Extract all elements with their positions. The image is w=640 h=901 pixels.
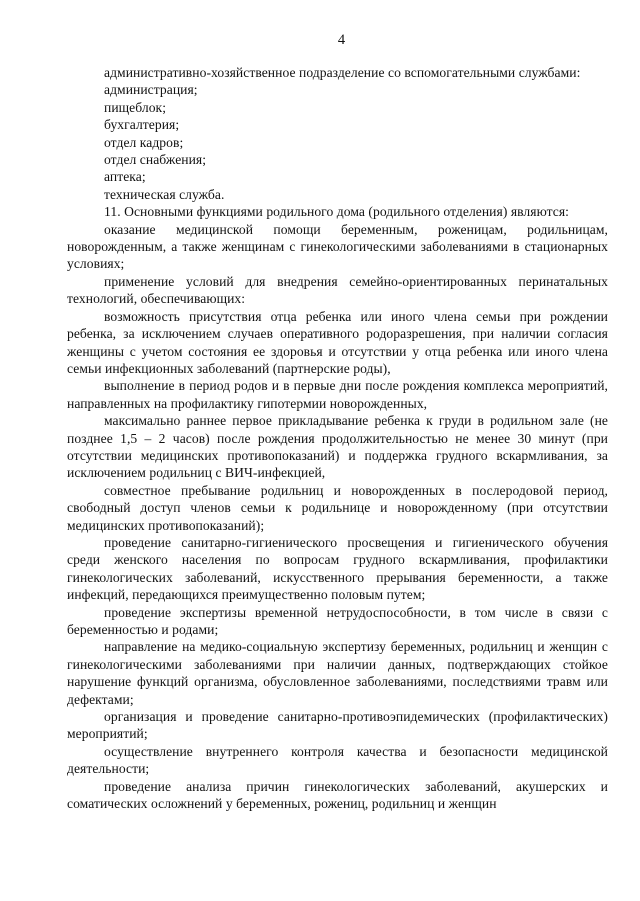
function-perinatal-tech: применение условий для внедрения семейно-ориентированных перинатальных технологий, обеспечивающих: bbox=[67, 273, 608, 307]
function-medsocial-referral: направление на медико-социальную экспертизу беременных, родильниц и женщин с гинекологическими заболеваниями при наличии данных, подтверждающих стойкое нарушение функций организма, обусловленное заболеваниями, последствиями травм или дефектами; bbox=[67, 639, 608, 707]
paragraph-admin-division: административно-хозяйственное подразделение со вспомогательными службами: bbox=[104, 65, 581, 80]
function-disability-expertise: проведение экспертизы временной нетрудоспособности, в том числе в связи с беременностью и родами; bbox=[67, 604, 608, 637]
list-item-technical: техническая служба. bbox=[104, 186, 225, 202]
list-item-catering: пищеблок; bbox=[104, 99, 167, 115]
function-epidemic-measures: организация и проведение санитарно-противоэпидемических (профилактических) мероприятий; bbox=[67, 709, 608, 742]
list-item-pharmacy: аптека; bbox=[104, 169, 146, 185]
list-item-hr: отдел кадров; bbox=[104, 134, 184, 150]
section-11-heading: 11. Основными функциями родильного дома (родильного отделения) являются: bbox=[104, 204, 569, 220]
list-item-administration: администрация; bbox=[104, 82, 198, 98]
list-item-supply: отдел снабжения; bbox=[104, 152, 207, 168]
subitem-breastfeeding: максимально раннее первое прикладывание ребенка к груди в родильном зале (не позднее 1,5 – 2 часов) после рождения продолжительностью не менее 30 минут (при отсутствии медицинских противопоказаний) и поддержка грудного вскармливания, за исключением родильниц с ВИЧ-инфекцией, bbox=[67, 413, 608, 481]
function-quality-control: осуществление внутреннего контроля качества и безопасности медицинской деятельности; bbox=[67, 743, 608, 777]
list-item-accounting: бухгалтерия; bbox=[104, 117, 180, 133]
page-number: 4 bbox=[337, 32, 346, 48]
subitem-rooming-in: совместное пребывание родильниц и новорожденных в послеродовой период, свободный доступ членов семьи к родильнице и новорожденному (при отсутствии медицинских противопоказаний); bbox=[67, 482, 608, 533]
function-analysis: проведение анализа причин гинекологических заболеваний, акушерских и соматических осложнений у беременных, рожениц, родильниц и женщин bbox=[67, 778, 608, 812]
subitem-hypothermia: выполнение в период родов и в первые дни после рождения комплекса мероприятий, направленных на профилактику гипотермии новорожденных, bbox=[67, 378, 608, 411]
subitem-partner-birth: возможность присутствия отца ребенка или иного члена семьи при рождении ребенка, за исключением случаев оперативного родоразрешения, при наличии согласия женщины с учетом состояния ее здоровья и отсутствии у отца ребенка или иного члена семьи инфекционных заболеваний (партнерские роды), bbox=[67, 308, 608, 376]
function-medical-care: оказание медицинской помощи беременным, роженицам, родильницам, новорожденным, а также женщинам с гинекологическими заболеваниями в стационарных условиях; bbox=[67, 221, 608, 272]
function-education: проведение санитарно-гигиенического просвещения и гигиенического обучения среди женского населения по вопросам грудного вскармливания, профилактики гинекологических заболеваний, искусственного прерывания беременности, а также инфекций, передающихся преимущественно половым путем; bbox=[67, 534, 608, 603]
